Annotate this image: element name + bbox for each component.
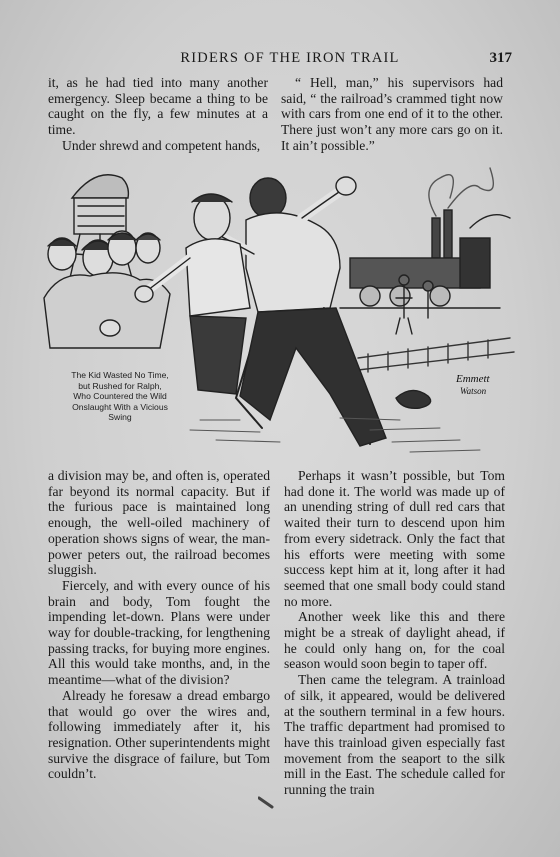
railroad-tracks-drawing [358, 338, 514, 372]
bottom-right-column [284, 468, 505, 798]
signature-text: Watson [460, 386, 487, 396]
paragraph: it, as he had tied into many another emergency. Sleep became a thing to be caught on the fly, a few minutes at a time. [48, 75, 268, 138]
artist-signature [455, 373, 491, 396]
pen-mark-icon [258, 796, 274, 810]
paragraph: Then came the telegram. A trainload of silk, it appeared, would be delivered at the southern terminal in a few hours. The traffic department had promised to have this trainload given especially fast movement from the seaport to the silk mill in the East. The schedule called for running the train [284, 672, 505, 798]
paragraph: Perhaps it wasn’t possible, but Tom had done it. The world was made up of an unending string of dull red cars that waited their turn to descend upon him from every sidetrack. Only the fact that his efforts were meeting with some success kept him at it, long after it had seemed that one small body could stand no more. [284, 468, 505, 609]
illustration-caption [52, 370, 188, 423]
caption-line: Who Countered the Wild [73, 391, 167, 402]
fighter-left-drawing [135, 194, 250, 394]
fighter-right-drawing [206, 177, 386, 446]
bottom-left-column [48, 468, 270, 782]
top-right-column [281, 75, 503, 154]
ground-hatching-drawing [190, 418, 480, 452]
paragraph: “ Hell, man,” his supervisors had said, “ the railroad’s crammed tight now with cars from one end of it to the other. There just won’t any more cars go on it. It ain’t possible.” [281, 75, 503, 153]
running-title: RIDERS OF THE IRON TRAIL [180, 50, 400, 66]
hat-on-ground-drawing [396, 390, 431, 408]
caption-line: Swing [108, 412, 132, 423]
locomotive-drawing [340, 238, 500, 308]
top-left-column [48, 75, 268, 154]
page-number: 317 [489, 50, 512, 66]
running-head [0, 50, 560, 70]
caption-line: but Rushed for Ralph, [78, 380, 162, 391]
paragraph: Already he foresaw a dread embargo that would go over the wires and, following immediately after it, his resignation. Other superintendents might survive the disgrace of failure, but Tom couldn’t. [48, 687, 270, 782]
caption-line: The Kid Wasted No Time, [71, 370, 169, 380]
paragraph: Another week like this and there might be a streak of daylight ahead, if he could only hang on, for the coal season would soon begin to taper off. [284, 609, 505, 672]
paragraph: Under shrewd and competent hands, [62, 137, 261, 153]
paragraph: a division may be, and often is, operated far beyond its normal capacity. But if the furious pace is maintained long enough, the well-oiled machinery of operation shows signs of wear, the man-power peters out, the railroad becomes sluggish. [48, 468, 270, 578]
signature-text: Emmett [456, 373, 490, 385]
paragraph: Fiercely, and with every ounce of his brain and body, Tom fought the impending let-down. Plans were under way for double-tracking, for lengthening passing tracks, for buying more engines. All this would take months, and, in the meantime—what of the division? [48, 577, 270, 688]
caption-line: Onslaught With a Vicious [72, 401, 168, 412]
